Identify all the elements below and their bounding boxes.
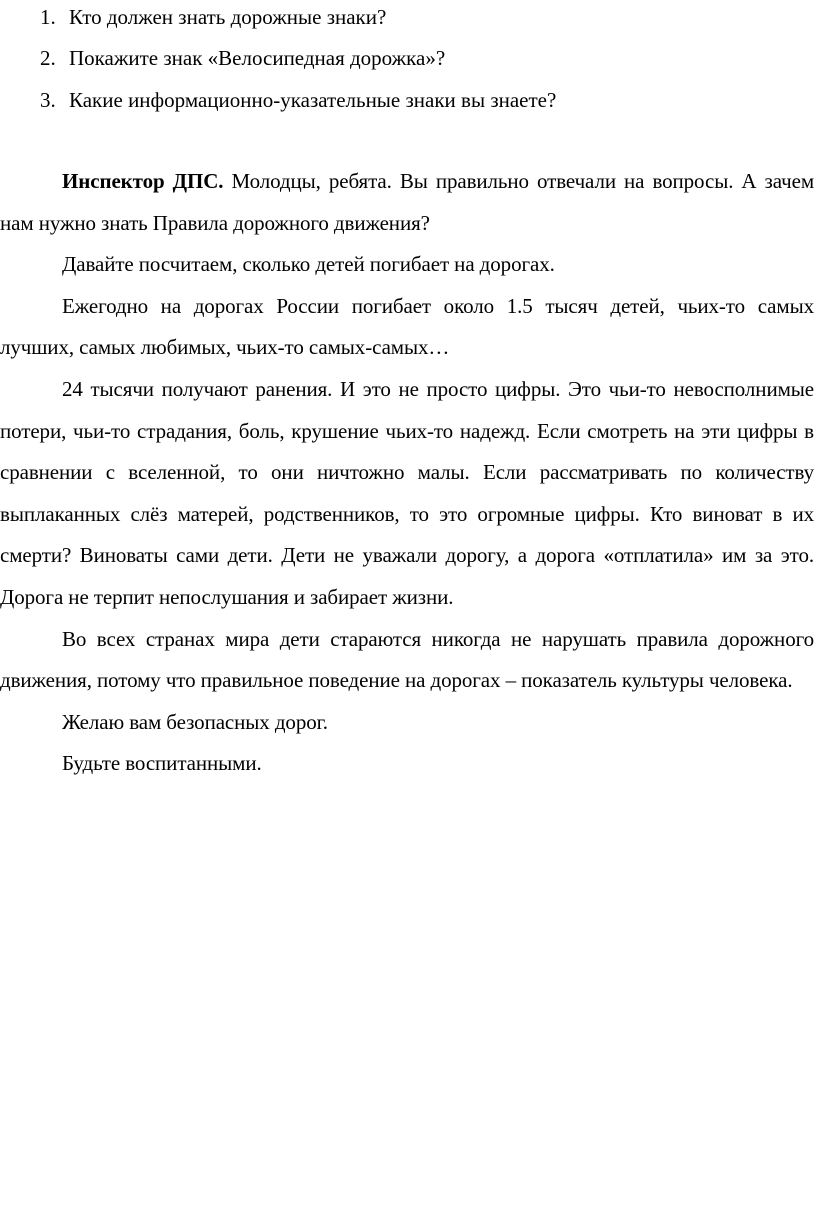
speech-paragraph: Ежегодно на дорогах России погибает около 1.5 тысяч детей, чьих-то самых лучших, самых любимых, чьих-то самых-самых… — [0, 293, 814, 360]
question-item — [40, 43, 445, 73]
speech-paragraph: Во всех странах мира дети стараются никогда не нарушать правила дорожного движения, потому что правильное поведение на дорогах – показатель культуры человека. — [0, 626, 814, 693]
question-text: Покажите знак «Велосипедная дорожка»? — [69, 46, 446, 70]
speech-paragraph: 24 тысячи получают ранения. И это не просто цифры. Это чьи-то невосполнимые потери, чьи-то страдания, боль, крушение чьих-то надежд. Если смотреть на эти цифры в сравнении с вселенной, то они ничтожно малы. Если рассматривать по количеству выплаканных слёз матерей, родственников, то это огромные цифры. Кто виноват в их смерти? Виноваты сами дети. Дети не уважали дорогу, а дорога «отплатила» им за это. Дорога не терпит непослушания и забирает жизни. — [0, 376, 814, 609]
speech-paragraph: Желаю вам безопасных дорог. — [62, 709, 328, 734]
question-number: 1. — [40, 5, 56, 29]
question-item — [40, 2, 386, 32]
speech-intro-paragraph — [0, 161, 814, 244]
question-text: Кто должен знать дорожные знаки? — [69, 5, 387, 29]
speech-body — [0, 161, 814, 785]
question-text: Какие информационно-указательные знаки вы знаете? — [69, 88, 557, 112]
speech-paragraph: Будьте воспитанными. — [62, 751, 262, 776]
question-number: 3. — [40, 88, 56, 112]
intro-text: Молодцы, ребята. Вы правильно отвечали на вопросы. А зачем нам нужно знать Правила дорожного движения? — [0, 169, 815, 235]
question-number: 2. — [40, 46, 56, 70]
speech-paragraph: Давайте посчитаем, сколько детей погибает на дорогах. — [62, 252, 555, 277]
question-item — [40, 85, 556, 115]
speaker-name: Инспектор ДПС. — [62, 169, 224, 193]
